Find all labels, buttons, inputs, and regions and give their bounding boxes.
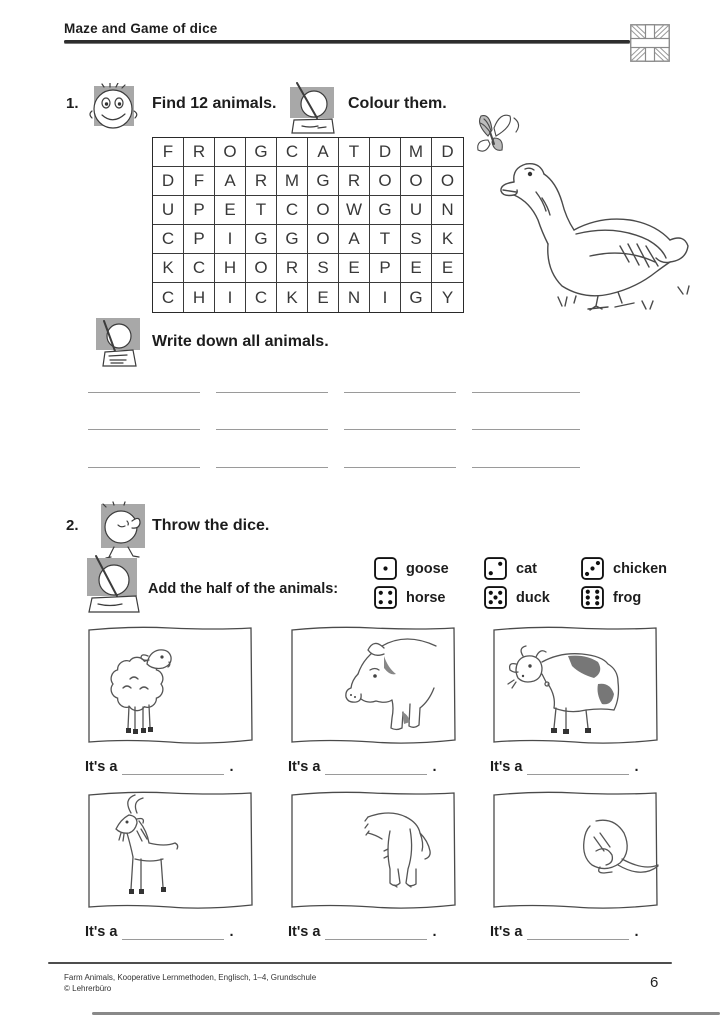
wordsearch-cell: C	[246, 283, 277, 312]
caption-blank-line	[527, 760, 629, 775]
dice-legend-label: chicken	[613, 560, 667, 577]
wordsearch-cell: P	[184, 225, 215, 254]
dice-legend-entry	[581, 586, 701, 609]
wordsearch-cell: O	[370, 167, 401, 196]
wordsearch-cell: R	[184, 138, 215, 167]
wordsearch-cell: P	[370, 254, 401, 283]
answer-line	[472, 356, 580, 393]
wordsearch-cell: C	[153, 283, 184, 312]
picture-cell-sheep	[85, 624, 255, 775]
caption-prefix: It's a	[288, 924, 321, 940]
footer-copyright: © Lehrerbüro	[64, 984, 112, 993]
wordsearch-grid	[152, 137, 464, 313]
wordsearch-cell: P	[184, 196, 215, 225]
page-title: Maze and Game of dice	[64, 21, 218, 36]
goat-half-sketch	[85, 789, 255, 912]
wordsearch-cell: A	[308, 138, 339, 167]
answer-line	[88, 394, 200, 431]
dice-legend-entry	[484, 557, 581, 580]
wordsearch-cell: T	[339, 138, 370, 167]
wordsearch-cell: S	[401, 225, 432, 254]
wordsearch-cell: E	[215, 196, 246, 225]
dice-legend-entry	[484, 586, 581, 609]
wordsearch-cell: O	[215, 138, 246, 167]
uk-flag-outline-icon	[630, 24, 670, 62]
wordsearch-cell: T	[370, 225, 401, 254]
cow-half-sketch	[490, 624, 660, 747]
wordsearch-cell: N	[432, 196, 463, 225]
wordsearch-cell: C	[277, 196, 308, 225]
picture-caption	[85, 924, 255, 940]
picture-cell-dog	[288, 789, 458, 940]
wordsearch-cell: C	[184, 254, 215, 283]
wordsearch-cell: G	[246, 225, 277, 254]
wordsearch-cell: U	[401, 196, 432, 225]
picture-caption	[490, 759, 660, 775]
caption-suffix: .	[634, 924, 639, 940]
die-2-icon	[484, 557, 507, 580]
die-3-icon	[581, 557, 604, 580]
wordsearch-cell: F	[184, 167, 215, 196]
write-task-text: Write down all animals.	[152, 333, 329, 350]
mouse-rear-half-sketch	[490, 789, 660, 912]
wordsearch-cell: E	[432, 254, 463, 283]
wordsearch-cell: C	[277, 138, 308, 167]
page-number: 6	[650, 974, 659, 991]
caption-suffix: .	[229, 924, 234, 940]
answer-line	[472, 431, 580, 468]
section2-number: 2.	[66, 517, 79, 534]
wordsearch-cell: G	[277, 225, 308, 254]
find-task-text: Find 12 animals.	[152, 95, 277, 112]
dice-legend-entry	[374, 557, 484, 580]
wordsearch-cell: O	[246, 254, 277, 283]
picture-caption	[490, 924, 660, 940]
wordsearch-cell: G	[246, 138, 277, 167]
wordsearch-cell: A	[339, 225, 370, 254]
footer-rule	[48, 962, 672, 964]
die-4-icon	[374, 586, 397, 609]
wordsearch-cell: E	[401, 254, 432, 283]
caption-blank-line	[325, 925, 427, 940]
wordsearch-cell: D	[432, 138, 463, 167]
answer-line	[344, 431, 456, 468]
pig-half-sketch	[288, 624, 458, 747]
picture-caption	[288, 759, 458, 775]
wordsearch-cell: T	[246, 196, 277, 225]
wordsearch-cell: I	[215, 225, 246, 254]
caption-prefix: It's a	[490, 924, 523, 940]
wordsearch-cell: G	[370, 196, 401, 225]
answer-line	[88, 356, 200, 393]
wordsearch-cell: H	[215, 254, 246, 283]
wordsearch-cell: G	[308, 167, 339, 196]
caption-prefix: It's a	[490, 759, 523, 775]
goose-with-butterfly-sketch	[450, 106, 712, 318]
wordsearch-cell: R	[339, 167, 370, 196]
wordsearch-cell: K	[432, 225, 463, 254]
caption-blank-line	[122, 925, 224, 940]
wordsearch-cell: A	[215, 167, 246, 196]
wordsearch-cell: Y	[441, 287, 454, 307]
answer-lines	[88, 356, 588, 468]
wordsearch-cell: W	[339, 196, 370, 225]
add-task-text: Add the half of the animals:	[148, 581, 339, 597]
picture-caption	[85, 759, 255, 775]
throw-task-text: Throw the dice.	[152, 517, 270, 534]
wordsearch-cell: R	[246, 167, 277, 196]
caption-suffix: .	[432, 759, 437, 775]
colour-task-text: Colour them.	[348, 95, 447, 112]
caption-prefix: It's a	[85, 759, 118, 775]
wordsearch-cell: E	[308, 283, 339, 312]
caption-suffix: .	[229, 759, 234, 775]
picture-caption	[288, 924, 458, 940]
footer-credit-line: Farm Animals, Kooperative Lernmethoden, Englisch, 1–4, Grundschule	[64, 973, 317, 982]
dice-legend-entry	[581, 557, 701, 580]
caption-blank-line	[527, 925, 629, 940]
section1-number: 1.	[66, 95, 79, 112]
dice-legend-entry	[374, 586, 484, 609]
wordsearch-cell: F	[153, 138, 184, 167]
caption-suffix: .	[634, 759, 639, 775]
wordsearch-cell: O	[308, 225, 339, 254]
die-1-icon	[374, 557, 397, 580]
wordsearch-cell: N	[339, 283, 370, 312]
wordsearch-cell: K	[153, 254, 184, 283]
child-painting-icon	[288, 82, 336, 136]
wordsearch-cell: O	[432, 167, 463, 196]
caption-prefix: It's a	[288, 759, 321, 775]
caption-prefix: It's a	[85, 924, 118, 940]
answer-line	[344, 356, 456, 393]
picture-cell-mouse	[490, 789, 660, 940]
header-rule	[64, 40, 630, 43]
wordsearch-cell: O	[401, 167, 432, 196]
wordsearch-cell: H	[184, 283, 215, 312]
smiley-face-icon	[88, 83, 140, 133]
caption-blank-line	[325, 760, 427, 775]
die-5-icon	[484, 586, 507, 609]
child-throwing-icon	[94, 501, 152, 559]
answer-line	[88, 431, 200, 468]
wordsearch-cell: C	[153, 225, 184, 254]
answer-line	[344, 394, 456, 431]
picture-cell-pig	[288, 624, 458, 775]
sheep-half-sketch	[85, 624, 255, 747]
dog-rear-half-sketch	[288, 789, 458, 912]
wordsearch-cell: M	[401, 138, 432, 167]
dice-legend-label: cat	[516, 560, 537, 577]
child-drawing-icon	[84, 554, 146, 616]
wordsearch-cell: E	[339, 254, 370, 283]
answer-line	[216, 394, 328, 431]
wordsearch-cell: K	[277, 283, 308, 312]
caption-blank-line	[122, 760, 224, 775]
scan-artifact	[92, 1012, 720, 1015]
wordsearch-cell: I	[215, 283, 246, 312]
answer-line	[216, 431, 328, 468]
dice-legend-label: goose	[406, 560, 449, 577]
picture-cell-goat	[85, 789, 255, 940]
answer-line	[472, 394, 580, 431]
dice-legend-label: frog	[613, 589, 642, 606]
dice-legend-label: horse	[406, 589, 446, 606]
wordsearch-cell: M	[277, 167, 308, 196]
wordsearch-cell: G	[401, 283, 432, 312]
wordsearch-cell: O	[308, 196, 339, 225]
wordsearch-cell: S	[308, 254, 339, 283]
wordsearch-cell: D	[153, 167, 184, 196]
picture-cell-cow	[490, 624, 660, 775]
caption-suffix: .	[432, 924, 437, 940]
answer-line	[216, 356, 328, 393]
wordsearch-cell: I	[370, 283, 401, 312]
wordsearch-cell: D	[370, 138, 401, 167]
die-6-icon	[581, 586, 604, 609]
wordsearch-cell: U	[153, 196, 184, 225]
dice-legend-label: duck	[516, 589, 550, 606]
wordsearch-cell: R	[277, 254, 308, 283]
dice-legend	[374, 554, 701, 612]
